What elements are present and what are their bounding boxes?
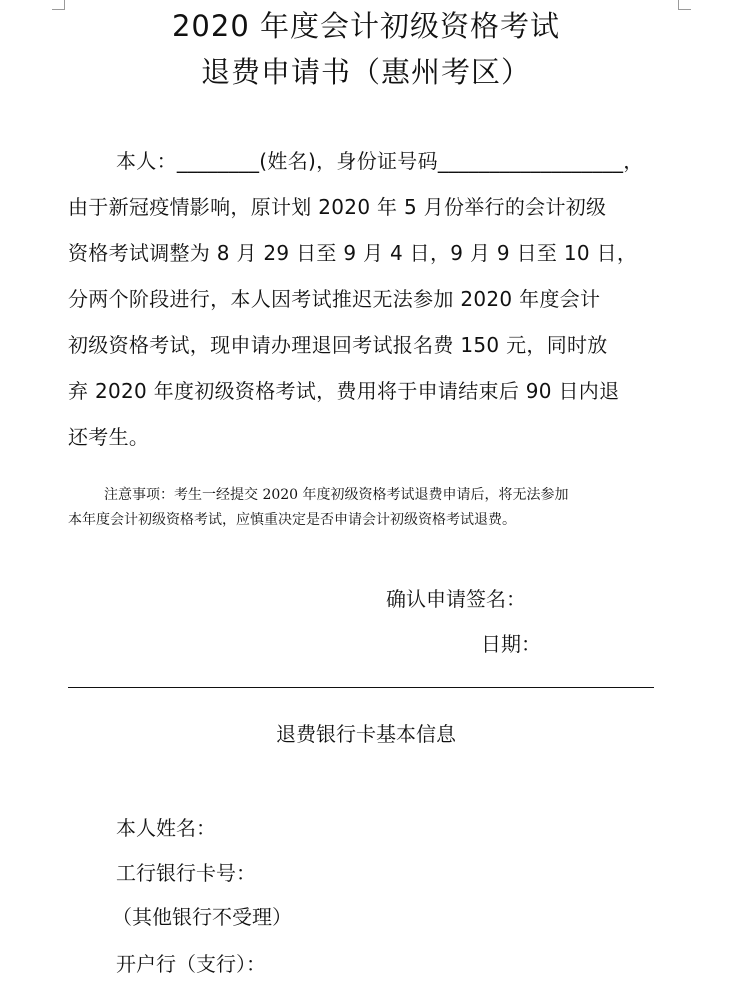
branch-field-label: 开户行（支行）： (116, 952, 266, 976)
notice-line: 本年度会计初级资格考试，应慎重决定是否申请会计初级资格考试退费。 (68, 512, 516, 528)
bank-section-title: 退费银行卡基本信息 (276, 722, 456, 746)
document-title-line-1: 2020 年度会计初级资格考试 (171, 9, 561, 43)
body-line: 资格考试调整为 8 月 29 日至 9 月 4 日，9 月 9 日至 10 日， (68, 241, 638, 265)
notice-line: 注意事项：考生一经提交 2020 年度初级资格考试退费申请后，将无法参加 (104, 487, 569, 503)
section-divider (68, 687, 654, 688)
bank-restriction-note: （其他银行不受理） (112, 905, 292, 929)
body-line: 由于新冠疫情影响，原计划 2020 年 5 月份举行的会计初级 (68, 195, 607, 219)
document-title-line-2: 退费申请书（惠州考区） (200, 55, 531, 89)
date-label: 日期： (481, 632, 541, 656)
body-line: 初级资格考试，现申请办理退回考试报名费 150 元，同时放 (68, 333, 608, 357)
body-line: 本人：________(姓名)，身份证号码__________________， (116, 149, 644, 173)
name-field-label: 本人姓名： (116, 816, 216, 840)
body-line: 还考生。 (68, 425, 150, 449)
application-body (68, 138, 698, 460)
body-line: 弃 2020 年度初级资格考试，费用将于申请结束后 90 日内退 (68, 379, 620, 403)
card-number-field-label: 工行银行卡号： (116, 861, 256, 885)
notice-paragraph (68, 483, 688, 533)
signature-label: 确认申请签名： (386, 587, 526, 611)
body-line: 分两个阶段进行，本人因考试推迟无法参加 2020 年度会计 (68, 287, 601, 311)
